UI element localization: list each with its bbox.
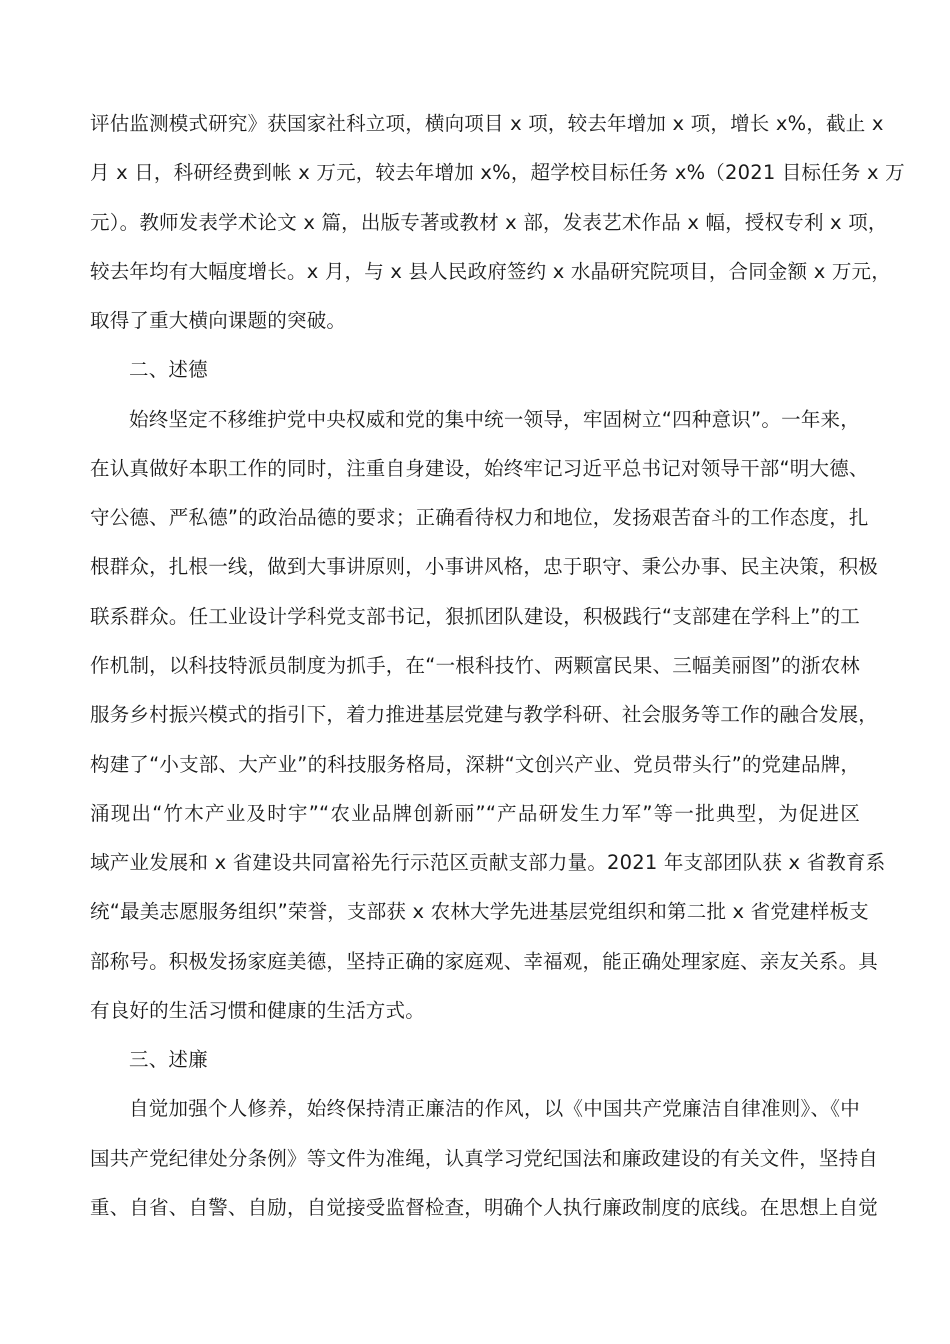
text-line-17: 统“最美志愿服务组织”荣誉，支部获 x 农林大学先进基层党组织和第二批 x 省党建样板支	[90, 900, 869, 923]
text-line-4: 较去年均有大幅度增长。x 月，与 x 县人民政府签约 x 水晶研究院项目，合同金额 x 万元，	[90, 260, 891, 283]
text-line-16: 域产业发展和 x 省建设共同富裕先行示范区贡献支部力量。2021 年支部团队获 x 省教育系	[90, 851, 886, 874]
text-line-1: 评估监测模式研究》获国家社科立项，横向项目 x 项，较去年增加 x 项，增长 x%，截止 x	[90, 112, 884, 135]
text-line-21: 自觉加强个人修养，始终保持清正廉洁的作风，以《中国共产党廉洁自律准则》、《中	[129, 1097, 860, 1120]
text-line-23: 重、自省、自警、自励，自觉接受监督检查，明确个人执行廉政制度的底线。在思想上自觉	[90, 1196, 879, 1219]
text-line-12: 作机制，以科技特派员制度为抓手，在“一根科技竹、两颗富民果、三幅美丽图”的浙农林	[90, 654, 860, 677]
text-line-10: 根群众，扎根一线，做到大事讲原则，小事讲风格，忠于职守、秉公办事、民主决策，积极	[90, 555, 879, 578]
text-line-3: 元）。教师发表学术论文 x 篇，出版专著或教材 x 部，发表艺术作品 x 幅，授权专利 x 项，	[90, 211, 888, 234]
text-line-9: 守公德、严私德”的政治品德的要求；正确看待权力和地位，发扬艰苦奋斗的工作态度，扎	[90, 506, 869, 529]
text-line-8: 在认真做好本职工作的同时，注重自身建设，始终牢记习近平总书记对领导干部“明大德、	[90, 457, 869, 480]
section-heading-morality: 二、述德	[129, 358, 208, 381]
text-line-14: 构建了“小支部、大产业”的科技服务格局，深耕“文创兴产业、党员带头行”的党建品牌，	[90, 753, 861, 776]
text-line-2: 月 x 日，科研经费到帐 x 万元，较去年增加 x%，超学校目标任务 x%（2021 目标任务 x 万	[90, 161, 905, 184]
text-line-22: 国共产党纪律处分条例》等文件为准绳，认真学习党纪国法和廉政建设的有关文件，坚持自	[90, 1147, 879, 1170]
text-line-5: 取得了重大横向课题的突破。	[90, 309, 347, 332]
text-line-13: 服务乡村振兴模式的指引下，着力推进基层党建与教学科研、社会服务等工作的融合发展，	[90, 703, 879, 726]
text-line-7: 始终坚定不移维护党中央权威和党的集中统一领导，牢固树立“四种意识”。一年来，	[129, 408, 860, 431]
text-line-19: 有良好的生活习惯和健康的生活方式。	[90, 999, 425, 1022]
text-line-15: 涌现出“竹木产业及时宇”“农业品牌创新丽”“产品研发生力军”等一批典型，为促进区	[90, 802, 860, 825]
text-line-18: 部称号。积极发扬家庭美德，坚持正确的家庭观、幸福观，能正确处理家庭、亲友关系。具	[90, 950, 879, 973]
section-heading-integrity: 三、述廉	[129, 1048, 208, 1071]
text-line-11: 联系群众。任工业设计学科党支部书记，狠抓团队建设，积极践行“支部建在学科上”的工	[90, 605, 860, 628]
